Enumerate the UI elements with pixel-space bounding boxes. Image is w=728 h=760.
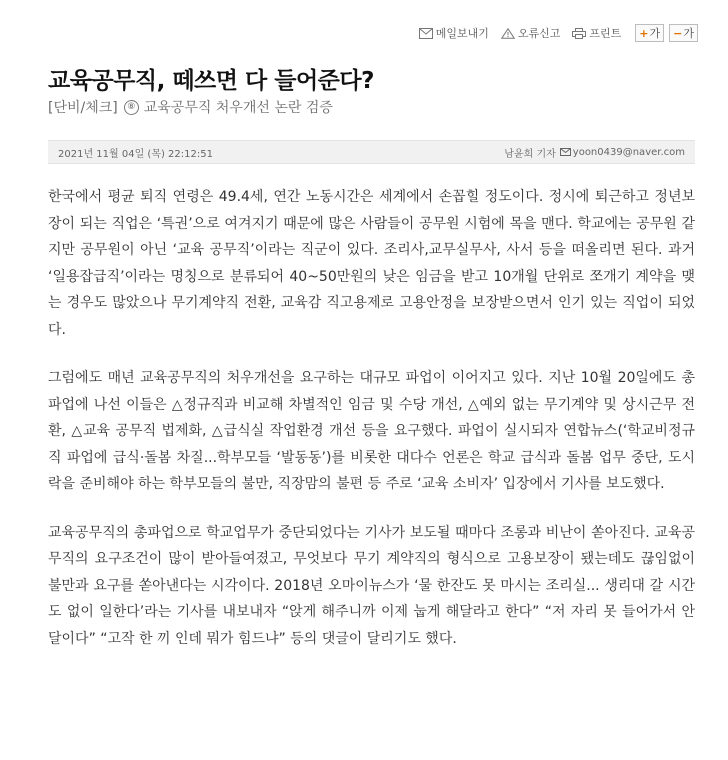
article-paragraph: 한국에서 평균 퇴직 연령은 49.4세, 연간 노동시간은 세계에서 손꼽힐 정도이다. 정시에 퇴근하고 정년보장이 되는 직업은 ‘특권’으로 여겨지기 때문에 많은 사람들이 공무원 시험에 목을 맨다. 학교에는 공무원 같지만 공무원이 아닌 ‘교육 공무직’이라는 직군이 있다. 조리사,교무실무사, 사서 등을 떠올리면 된다. 과거 ‘일용잡급직’이라는 명칭으로 분류되어 40~50만원의 낮은 임금을 받고 10개월 단위로 쪼개기 계약을 맺는 경우도 많았으나 무기계약직 전환, 교육감 직고용제로 고용안정을 보장받으면서 인기 있는 직업이 되었다. <box>48 189 695 338</box>
byline <box>504 145 685 160</box>
print-label: 프린트 <box>589 27 622 40</box>
email-icon <box>560 148 571 156</box>
font-decrease-button[interactable] <box>669 24 698 42</box>
alert-icon <box>501 28 515 39</box>
article-title: 교육공무직, 떼쓰면 다 들어준다? <box>48 68 374 94</box>
author-email[interactable]: yoon0439@naver.com <box>572 146 685 158</box>
email-label: 메일보내기 <box>435 27 489 40</box>
author-name: 남윤희 기자 <box>504 148 556 160</box>
article-paragraph: 그럼에도 매년 교육공무직의 처우개선을 요구하는 대규모 파업이 이어지고 있다. 지난 10월 20일에도 총파업에 나선 이들은 △정규직과 비교해 차별적인 임금 및 수당 개선, △예외 없는 무기계약 및 상시근무 전환, △교육 공무직 법제화, △급식실 작업환경 개선 등을 요구했다. 파업이 실시되자 연합뉴스(‘학교비정규직 파업에 급식·돌봄 차질...학부모들 ‘발동동’)를 비롯한 대다수 언론은 학교 급식과 돌봄 업무 중단, 도시락을 준비해야 하는 학부모들의 불만, 직장맘의 불편 등 주로 ‘교육 소비자’ 입장에서 기사를 보도했다. <box>48 370 695 492</box>
email-button[interactable] <box>419 25 489 41</box>
publish-date: 2021년 11월 04일 (목) 22:12:51 <box>58 148 213 160</box>
printer-icon <box>572 28 586 39</box>
series-tag: [단비/체크] <box>48 100 118 116</box>
font-increase-button[interactable] <box>635 24 664 42</box>
font-increase-label: 가 <box>649 27 661 40</box>
article-body <box>48 184 695 674</box>
print-button[interactable] <box>572 25 621 41</box>
plus-icon: + <box>639 26 649 40</box>
minus-icon: − <box>673 26 683 40</box>
report-error-button[interactable] <box>501 25 561 41</box>
series-number: ⑧ <box>124 100 139 115</box>
article-subtitle <box>48 97 333 117</box>
font-decrease-label: 가 <box>683 27 694 40</box>
article-meta-bar <box>48 140 695 164</box>
report-label: 오류신고 <box>517 27 561 40</box>
article-toolbar <box>407 22 698 44</box>
subtitle-text: 교육공무직 처우개선 논란 검증 <box>143 100 333 116</box>
article-paragraph: 교육공무직의 총파업으로 학교업무가 중단되었다는 기사가 보도될 때마다 조롱과 비난이 쏟아진다. 교육공무직의 요구조건이 많이 받아들여졌고, 무엇보다 무기 계약직의 형식으로 고용보장이 됐는데도 끊임없이 불만과 요구를 쏟아낸다는 시각이다. 2018년 오마이뉴스가 ‘물 한잔도 못 마시는 조리실... 생리대 갈 시간도 없이 일한다’라는 기사를 내보내자 “앉게 해주니까 이제 눕게 해달라고 한다” “저 자리 못 들어가서 안달이다” “고작 한 끼 인데 뭐가 힘드냐” 등의 댓글이 달리기도 했다. <box>48 524 695 647</box>
envelope-icon <box>419 28 433 39</box>
